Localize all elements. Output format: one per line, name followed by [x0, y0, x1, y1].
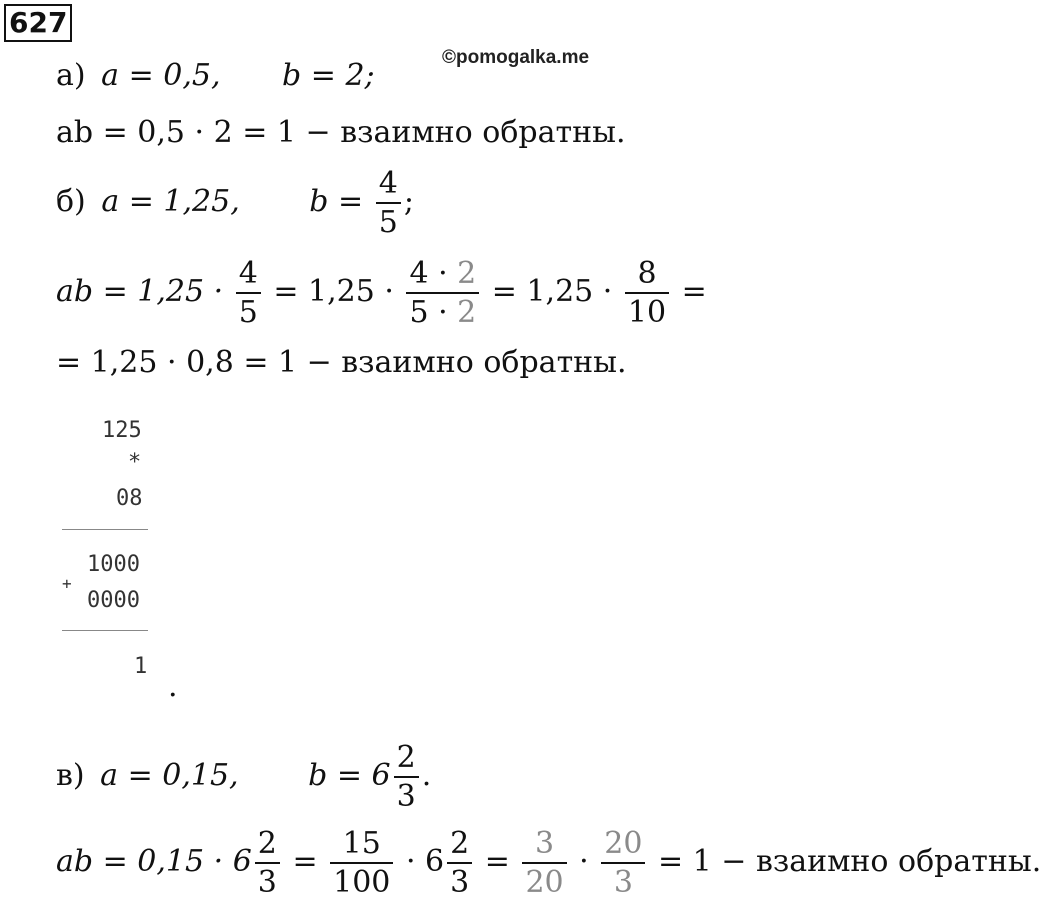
part-c-a-value: a = 0,15, — [100, 758, 239, 793]
eq-mid: = 1,25 · — [273, 274, 394, 309]
eq-equals-2: = — [484, 844, 510, 879]
fraction-3-20 — [522, 828, 566, 898]
eq-prefix: ab = 0,15 · 6 — [56, 844, 252, 879]
eq-end: = 1 − взаимно обратны. — [658, 844, 1041, 879]
fraction-numerator: 2 — [255, 828, 280, 864]
calc-result: 1 — [134, 654, 148, 679]
fraction-numerator: 3 — [522, 828, 566, 864]
numerator-part: 4 · — [409, 256, 458, 291]
fraction-denominator: 5 — [238, 294, 258, 330]
fraction-denominator: 3 — [450, 864, 470, 900]
eq-equals-1: = — [292, 844, 318, 879]
fraction-denominator: 3 — [396, 778, 416, 814]
fraction-4-5 — [236, 258, 261, 328]
fraction-denominator: 5 — [378, 204, 398, 240]
fraction-8-10 — [625, 258, 669, 328]
fraction-numerator: 2 — [394, 742, 419, 778]
calc-rule-2 — [62, 630, 148, 631]
part-b-a-value: a = 1,25, — [101, 184, 240, 219]
part-c-b-suffix: . — [421, 758, 432, 793]
part-c-b-prefix: b = 6 — [308, 758, 391, 793]
part-c-label: в) — [56, 758, 85, 793]
watermark: ©pomogalka.me — [442, 47, 590, 68]
fraction-denominator — [406, 294, 479, 329]
part-c-b-fraction — [394, 742, 419, 812]
calc-dot: . — [168, 669, 178, 704]
calc-multiplier: 08 — [116, 486, 143, 511]
part-a-label: а) — [56, 58, 86, 93]
fraction-denominator: 100 — [333, 864, 391, 900]
part-b-b-fraction — [376, 168, 401, 238]
part-b-b-suffix: ; — [403, 184, 414, 219]
eq-mid: · 6 — [405, 844, 445, 879]
part-b-given — [56, 168, 414, 238]
part-a-b-value: b = 2; — [282, 58, 375, 93]
fraction-numerator: 4 — [236, 258, 261, 294]
fraction-denominator: 20 — [525, 864, 564, 900]
fraction-denominator: 10 — [627, 294, 667, 330]
denominator-multiplier: 2 — [457, 294, 477, 330]
fraction-2-3-b — [447, 828, 472, 898]
part-c-given — [56, 742, 431, 812]
part-b-label: б) — [56, 184, 86, 219]
calc-partial-1: 1000 — [87, 552, 140, 577]
fraction-numerator: 20 — [601, 828, 645, 864]
fraction-numerator: 4 — [376, 168, 401, 204]
part-b-b-prefix: b = — [309, 184, 364, 219]
part-b-equation-1 — [56, 258, 707, 328]
calc-multiplicand: 125 — [102, 418, 142, 443]
fraction-expanded — [406, 258, 479, 328]
fraction-2-3 — [255, 828, 280, 898]
part-b-equation-2: = 1,25 · 0,8 = 1 − взаимно обратны. — [56, 345, 627, 380]
part-a-given — [56, 58, 375, 93]
part-c-equation — [56, 828, 1041, 898]
eq-dot: · — [579, 844, 589, 879]
fraction-numerator — [406, 258, 479, 294]
fraction-15-100 — [330, 828, 393, 898]
fraction-numerator: 8 — [625, 258, 669, 294]
eq-mid-2: = 1,25 · — [491, 274, 613, 309]
calc-plus: + — [62, 574, 72, 593]
calc-partial-2: 0000 — [87, 588, 140, 613]
fraction-denominator: 3 — [257, 864, 277, 900]
fraction-denominator: 3 — [613, 864, 633, 900]
part-a-a-value: a = 0,5, — [101, 58, 221, 93]
fraction-numerator: 15 — [330, 828, 393, 864]
part-a-product: ab = 0,5 · 2 = 1 − взаимно обратны. — [56, 115, 626, 150]
numerator-multiplier: 2 — [457, 256, 477, 291]
eq-prefix: ab = 1,25 · — [56, 274, 224, 309]
fraction-20-3 — [601, 828, 645, 898]
denominator-part: 5 · — [409, 294, 458, 330]
problem-number: 627 — [4, 4, 72, 42]
eq-end: = — [681, 274, 707, 309]
fraction-numerator: 2 — [447, 828, 472, 864]
calc-operator: * — [128, 450, 142, 475]
calc-rule-1 — [62, 529, 148, 530]
